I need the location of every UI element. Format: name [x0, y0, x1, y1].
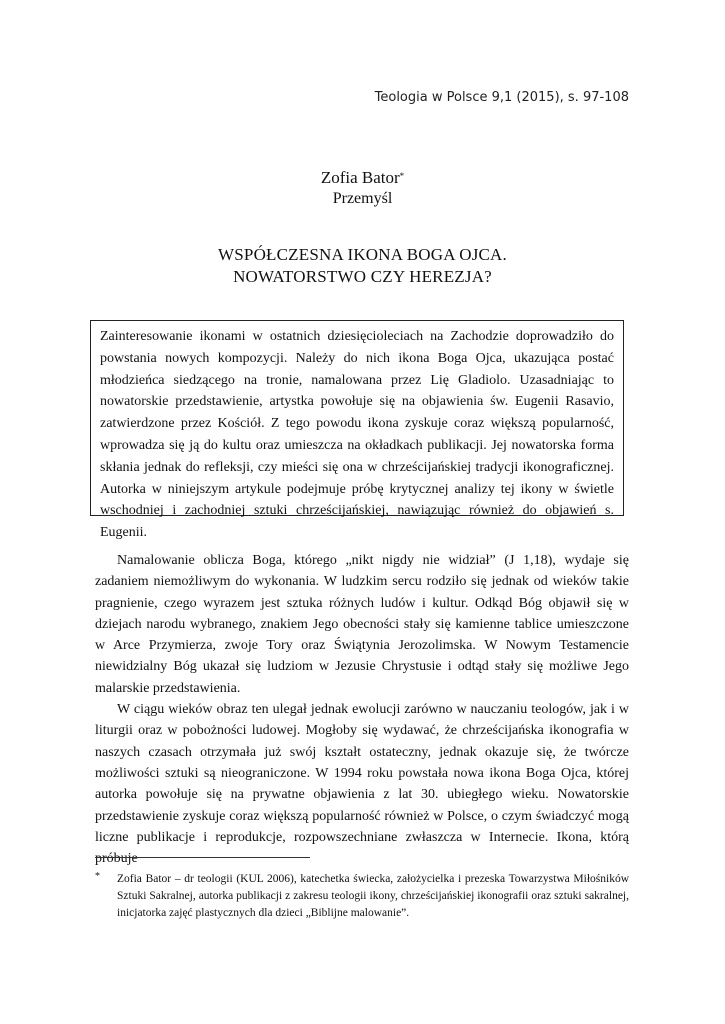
- footnote: [95, 871, 629, 922]
- footnote-marker: *: [95, 871, 100, 882]
- footnote-text: Zofia Bator – dr teologii (KUL 2006), katechetka świecka, założycielka i prezeska Towarzystwa Miłośników Sztuki Sakralnej, autorka publikacji z zakresu teologii ikony, chrześcijańskiej ikonografii oraz sztuki sakralnej, inicjatorka zajęć plastycznych dla dzieci „Biblijne malowanie”.: [117, 873, 629, 919]
- abstract-text: Zainteresowanie ikonami w ostatnich dziesięcioleciach na Zachodzie doprowadziło do powstania nowych kompozycji. Należy do nich ikona Boga Ojca, ukazująca postać młodzieńca siedzącego na tronie, namalowana przez Lię Gladiolo. Uzasadniając to nowatorskie przedstawienie, artystka powołuje się na objawienia św. Eugenii Rasavio, zatwierdzone przez Kościół. Z tego powodu ikona zyskuje coraz większą popularność, wprowadza się ją do kultu oraz umieszcza na okładkach publikacji. Jej nowatorska forma skłania jednak do refleksji, czy mieści się ona w chrześcijańskiej tradycji ikonograficznej. Autorka w niniejszym artykule podejmuje próbę krytycznej analizy tej ikony w świetle wschodniej i zachodniej sztuki chrześcijańskiej, nawiązując również do objawień s. Eugenii.: [100, 329, 614, 541]
- article-title: [0, 244, 725, 288]
- author-footnote-marker: *: [399, 171, 405, 181]
- running-header: [375, 90, 629, 105]
- journal-citation: Teologia w Polsce 9,1 (2015), s. 97-108: [374, 90, 629, 105]
- author-affiliation: Przemyśl: [332, 190, 393, 207]
- author-name: [0, 167, 725, 189]
- author-name-text: Zofia Bator: [320, 168, 400, 187]
- body-paragraph-2: W ciągu wieków obraz ten ulegał jednak ewolucji zarówno w nauczaniu teologów, jak i w liturgii oraz w pobożności ludowej. Mogłoby się wydawać, że chrześcijańska ikonografia w naszych czasach otrzymała już swój kształt ostateczny, jednak okazuje się, że twórcze możliwości sztuki są nieograniczone. W 1994 roku powstała nowa ikona Boga Ojca, której autorka powołuje się na prywatne objawienia z lat 30. ubiegłego wieku. Nowatorskie przedstawienie zyskuje coraz większą popularność również w Polsce, o czym świadczyć mogą liczne publikacje i reprodukcje, rozpowszechniane zwłaszcza w Internecie. Ikona, którą próbuje: [95, 702, 629, 867]
- abstract-box: [90, 320, 624, 541]
- body-paragraph-1: Namalowanie oblicza Boga, którego „nikt nigdy nie widział” (J 1,18), wydaje się zadaniem niemożliwym do wykonania. W ludzkim sercu rodziło się jednak od wieków takie pragnienie, czego wyrazem jest sztuka różnych ludów i kultur. Odkąd Bóg objawił się w dziejach narodu wybranego, znakiem Jego obecności stały się kamienne tablice umieszczone w Arce Przymierza, zwoje Tory oraz Świątynia Jerozolimska. W Nowym Testamencie niewidzialny Bóg ukazał się ludziom w Jezusie Chrystusie i odtąd stały się możliwe Jego malarskie przedstawienia.: [95, 553, 629, 696]
- title-line-2: NOWATORSTWO CZY HEREZJA?: [233, 267, 492, 286]
- title-line-1: WSPÓŁCZESNA IKONA BOGA OJCA.: [218, 245, 507, 264]
- footnote-divider: [95, 857, 310, 858]
- article-body: [95, 550, 629, 869]
- author-block: [0, 167, 725, 209]
